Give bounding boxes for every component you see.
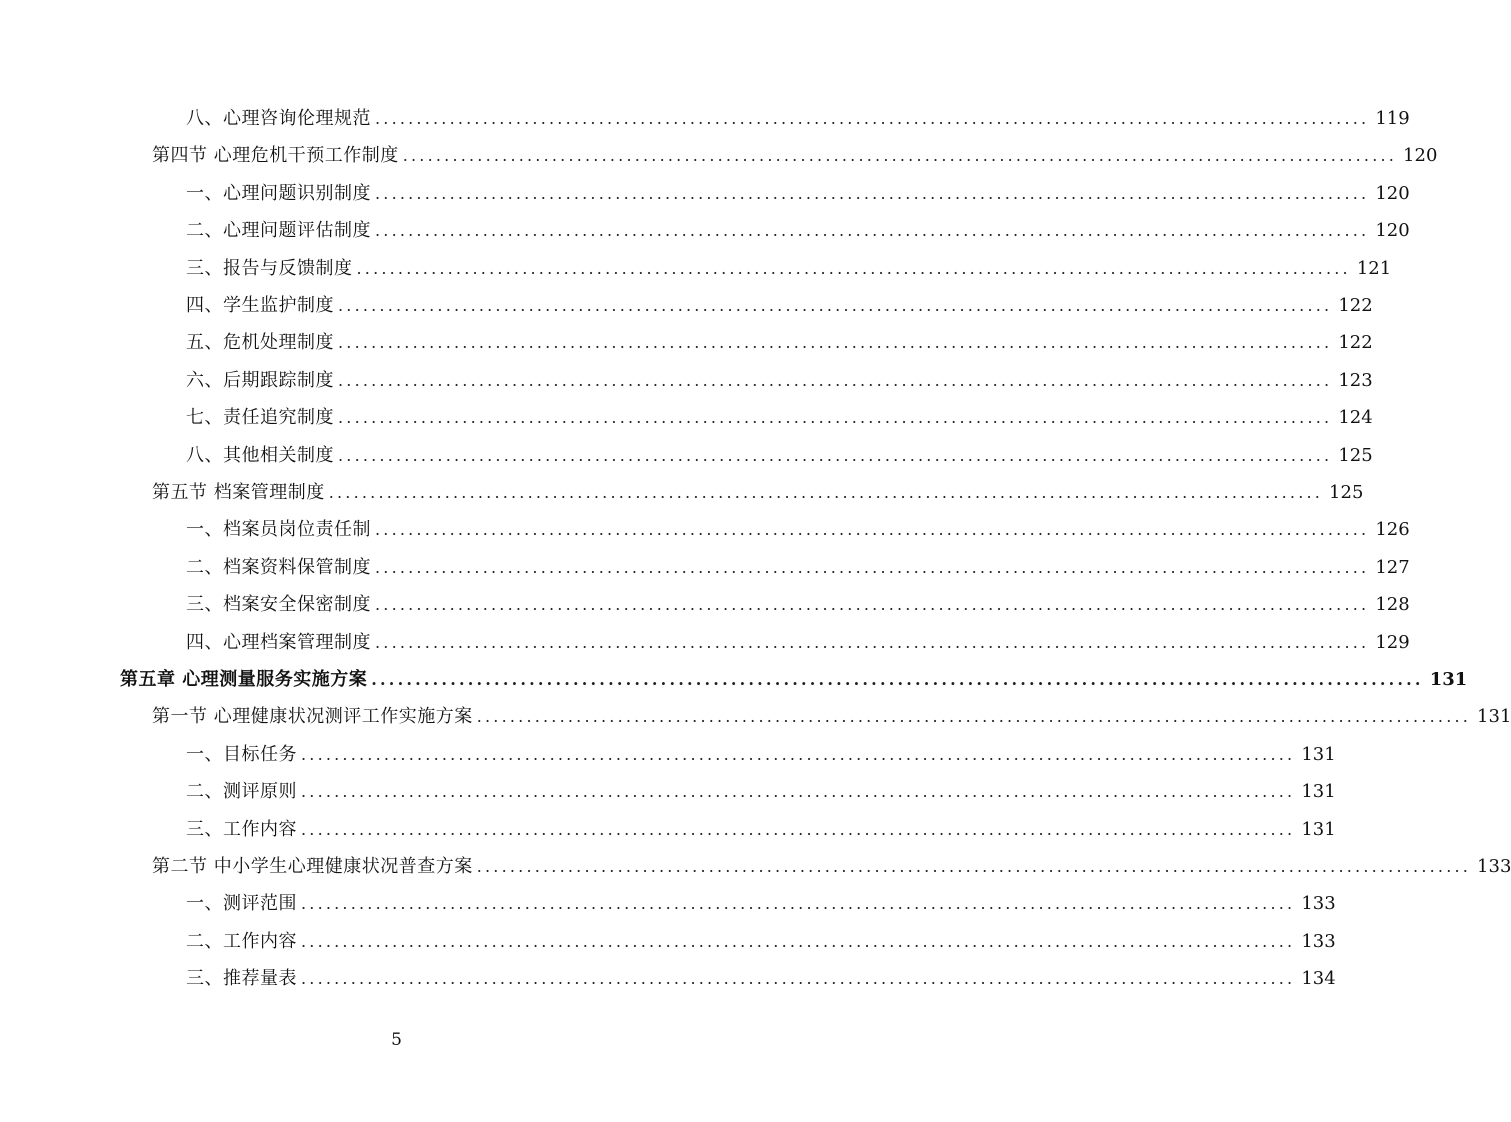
toc-entry-page: 125 — [1338, 444, 1373, 466]
toc-entry-label: 二、档案资料保管制度 — [186, 556, 371, 578]
toc-entry[interactable] — [186, 777, 1336, 807]
page-number: 5 — [391, 1030, 402, 1050]
toc-entry[interactable] — [186, 254, 1392, 284]
toc-entry-page: 123 — [1338, 369, 1373, 391]
toc-entry[interactable] — [186, 515, 1410, 545]
toc-entry-label: 一、档案员岗位责任制 — [186, 519, 371, 541]
toc-entry[interactable] — [152, 141, 1438, 171]
toc-entry[interactable] — [152, 478, 1364, 508]
toc-dot-leader: ........................................................................................................................ — [301, 819, 1296, 839]
toc-entry-page: 119 — [1375, 108, 1410, 129]
toc-entry[interactable] — [152, 852, 1511, 882]
toc-entry-page: 131 — [1301, 781, 1336, 803]
toc-entry-label: 第一节 心理健康状况测评工作实施方案 — [152, 706, 473, 728]
toc-entry-page: 131 — [1301, 743, 1336, 765]
toc-entry-label: 第五节 档案管理制度 — [152, 482, 325, 503]
toc-entry-page: 129 — [1375, 631, 1410, 653]
toc-dot-leader: ........................................................................................................................ — [338, 445, 1333, 465]
toc-entry[interactable] — [186, 328, 1373, 358]
toc-dot-leader: ........................................................................................................................ — [375, 221, 1370, 241]
toc-entry-label: 六、后期跟踪制度 — [186, 369, 334, 391]
toc-entry[interactable] — [186, 403, 1373, 433]
toc-entry[interactable] — [186, 553, 1410, 583]
toc-dot-leader: ........................................................................................................................ — [301, 782, 1296, 802]
toc-entry-page: 127 — [1375, 556, 1410, 578]
toc-entry[interactable] — [186, 628, 1410, 658]
toc-dot-leader: ........................................................................................................................ — [338, 370, 1333, 390]
toc-entry[interactable] — [120, 665, 1468, 695]
toc-entry-label: 第四节 心理危机干预工作制度 — [152, 145, 399, 167]
toc-dot-leader: ........................................................................................................................ — [476, 707, 1472, 727]
toc-entry-label: 一、目标任务 — [186, 743, 297, 765]
toc-entry-label: 第二节 中小学生心理健康状况普查方案 — [152, 856, 473, 877]
toc-entry[interactable] — [186, 216, 1410, 246]
toc-entry-label: 三、报告与反馈制度 — [186, 257, 353, 279]
toc-entry-page: 133 — [1477, 856, 1511, 877]
toc-entry-label: 四、心理档案管理制度 — [186, 631, 371, 653]
toc-dot-leader: ........................................................................................................................ — [375, 520, 1370, 540]
toc-entry[interactable] — [186, 815, 1336, 845]
toc-dot-leader: ........................................................................................................................ — [402, 146, 1398, 166]
toc-dot-leader: ........................................................................................................................ — [338, 408, 1333, 428]
toc-entry-page: 133 — [1301, 893, 1336, 915]
toc-entry-page: 121 — [1356, 257, 1392, 279]
toc-entry-label: 八、心理咨询伦理规范 — [186, 108, 371, 129]
toc-entry[interactable] — [186, 740, 1336, 770]
toc-entry-label: 八、其他相关制度 — [186, 444, 334, 466]
toc-entry-label: 二、工作内容 — [186, 930, 297, 952]
toc-entry-page: 126 — [1375, 519, 1410, 541]
toc-entry[interactable] — [186, 590, 1410, 620]
toc-entry-page: 131 — [1429, 669, 1468, 690]
toc-entry-page: 122 — [1338, 295, 1373, 316]
toc-dot-leader: ........................................................................................................................ — [476, 857, 1472, 876]
toc-entry-label: 三、推荐量表 — [186, 968, 297, 990]
toc-entry-label: 四、学生监护制度 — [186, 295, 334, 316]
toc-entry-label: 二、心理问题评估制度 — [186, 220, 371, 242]
toc-entry-label: 一、心理问题识别制度 — [186, 182, 371, 204]
toc-dot-leader: ........................................................................................................................ — [301, 931, 1296, 951]
toc-dot-leader: ........................................................................................................................ — [375, 109, 1370, 128]
toc-entry-label: 三、档案安全保密制度 — [186, 594, 371, 616]
toc-dot-leader: ........................................................................................................................ — [338, 296, 1333, 315]
toc-entry-label: 第五章 心理测量服务实施方案 — [120, 669, 368, 690]
toc-entry[interactable] — [186, 964, 1336, 994]
toc-entry-label: 五、危机处理制度 — [186, 332, 334, 354]
toc-entry-page: 133 — [1301, 930, 1336, 952]
toc-entry[interactable] — [186, 441, 1373, 471]
toc-entry[interactable] — [186, 927, 1336, 957]
toc-entry-page: 134 — [1301, 968, 1336, 990]
toc-dot-leader: ........................................................................................................................ — [356, 258, 1351, 278]
toc-dot-leader: ........................................................................................................................ — [301, 969, 1296, 989]
toc-entry[interactable] — [152, 702, 1511, 732]
toc-dot-leader: ........................................................................................................................ — [375, 557, 1370, 577]
toc-entry-page: 124 — [1338, 407, 1373, 429]
toc-entry-label: 七、责任追究制度 — [186, 407, 334, 429]
toc-dot-leader: ........................................................................................................................ — [301, 744, 1296, 764]
toc-entry[interactable] — [186, 366, 1373, 396]
toc-dot-leader: ........................................................................................................................ — [375, 183, 1370, 203]
toc-entry-label: 三、工作内容 — [186, 818, 297, 840]
toc-dot-leader: ........................................................................................................................ — [328, 483, 1324, 502]
toc-entry-page: 128 — [1375, 594, 1410, 616]
toc-entry[interactable] — [186, 179, 1410, 209]
toc-entry[interactable] — [186, 889, 1336, 919]
toc-dot-leader: ........................................................................................................................ — [375, 632, 1370, 652]
toc-entry-page: 122 — [1338, 332, 1373, 354]
toc-entry-page: 120 — [1375, 220, 1410, 242]
toc-dot-leader: ........................................................................................................................ — [301, 894, 1296, 914]
toc-entry-label: 一、测评范围 — [186, 893, 297, 915]
toc-entry[interactable] — [186, 104, 1410, 134]
toc-entry-page: 131 — [1301, 818, 1336, 840]
toc-dot-leader: ........................................................................................................................ — [338, 333, 1333, 353]
toc-entry-label: 二、测评原则 — [186, 781, 297, 803]
toc-entry-page: 131 — [1477, 706, 1511, 728]
toc-dot-leader: ........................................................................................................................ — [371, 670, 1424, 689]
toc-entry[interactable] — [186, 291, 1373, 321]
toc-entry-page: 120 — [1403, 145, 1438, 167]
toc-dot-leader: ........................................................................................................................ — [375, 595, 1370, 615]
toc-entry-page: 125 — [1329, 482, 1364, 503]
toc-entry-page: 120 — [1375, 182, 1410, 204]
